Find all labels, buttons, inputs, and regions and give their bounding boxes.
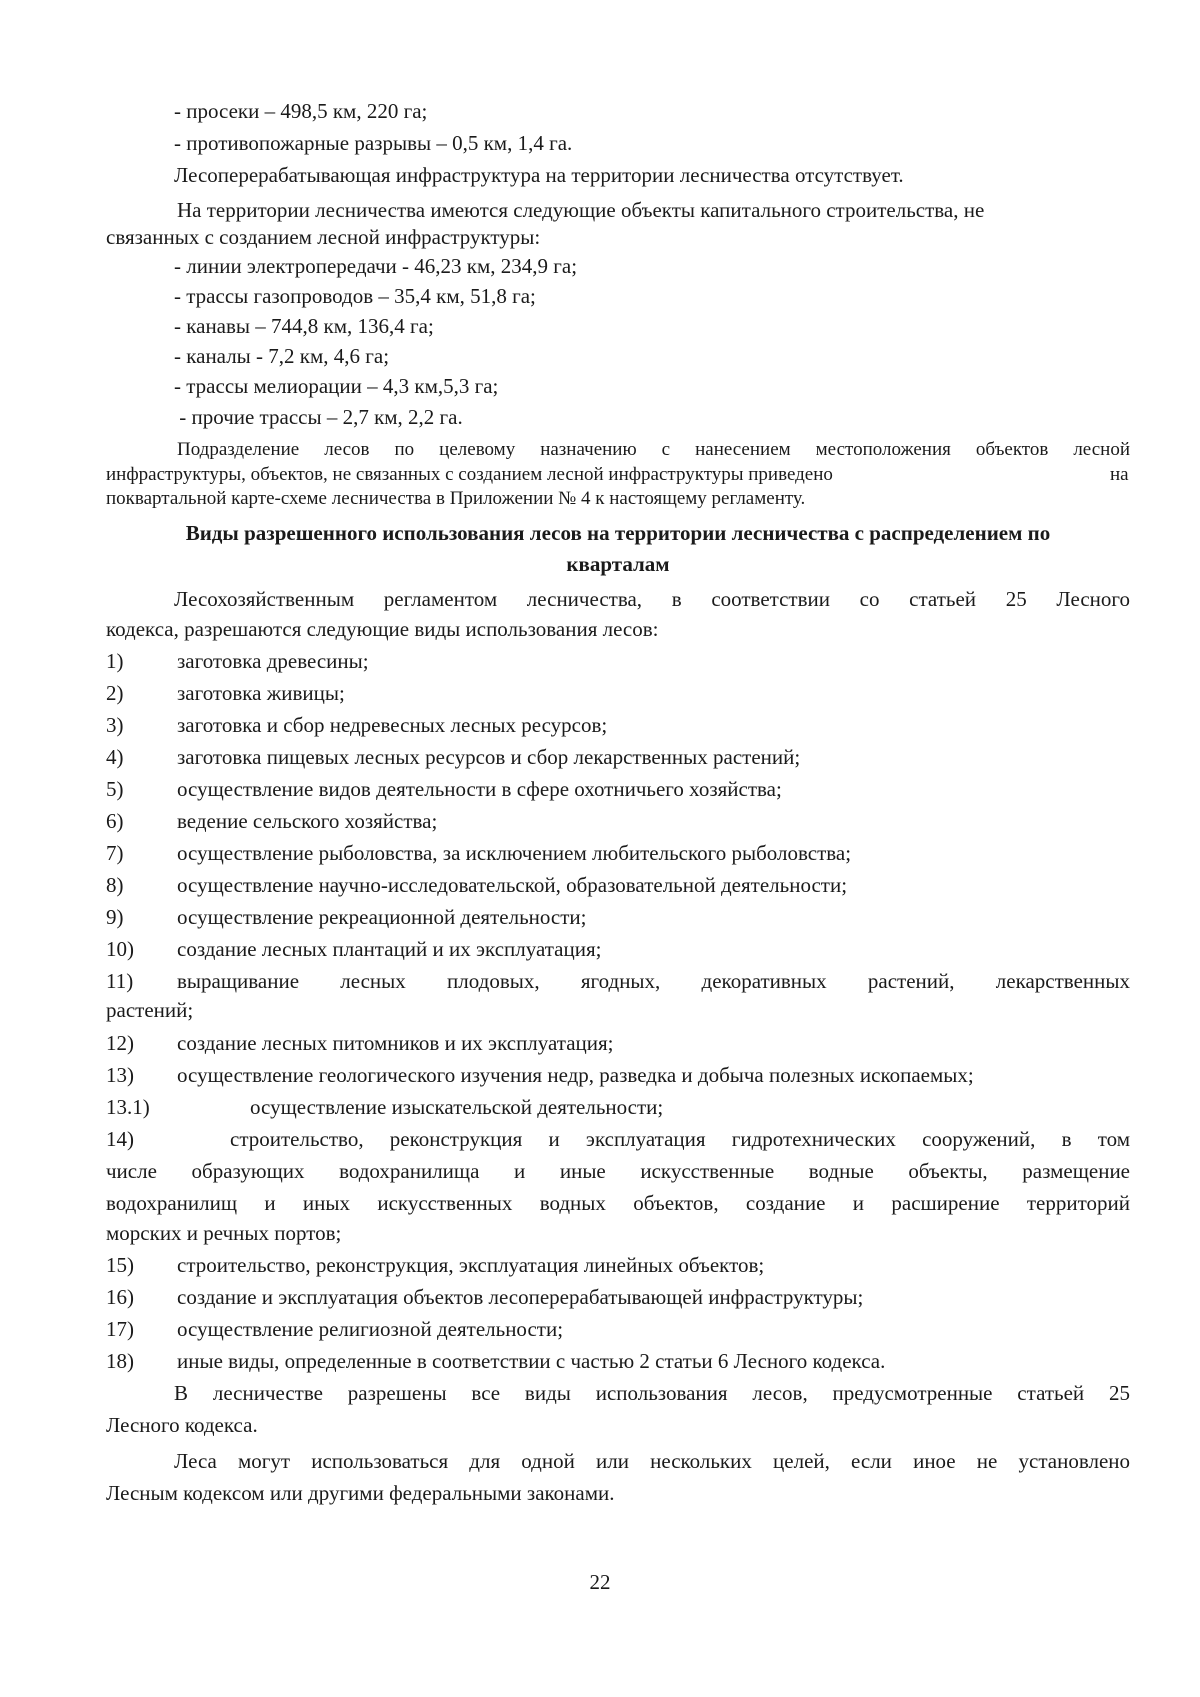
list-number: 3) — [106, 713, 124, 737]
list-item: осуществление научно-исследовательской, образовательной деятельности; — [177, 873, 848, 897]
paragraph-objects-line: связанных с созданием лесной инфраструктуры: — [106, 225, 541, 249]
list-item: создание и эксплуатация объектов лесоперерабатывающей инфраструктуры; — [177, 1285, 864, 1309]
list-number: 18) — [106, 1349, 134, 1373]
list-item: осуществление видов деятельности в сфере охотничьего хозяйства; — [177, 777, 782, 801]
list-item: создание лесных плантаций и их эксплуатация; — [177, 937, 602, 961]
intro-item: - противопожарные разрывы – 0,5 км, 1,4 га. — [174, 131, 573, 155]
paragraph-subdivision-line: поквартальной карте-схеме лесничества в Приложении № 4 к настоящему регламенту. — [106, 488, 806, 509]
paragraph-goals-line: Лесным кодексом или другими федеральными законами. — [106, 1481, 615, 1505]
list-item-continuation: водохранилищ и иных искусственных водных объектов, создание и расширение территорий — [106, 1191, 1130, 1215]
list-item-continuation: числе образующих водохранилища и иные искусственные водные объекты, размещение — [106, 1159, 1130, 1183]
paragraph-reglament-line: кодекса, разрешаются следующие виды использования лесов: — [106, 617, 659, 641]
list-item: выращивание лесных плодовых, ягодных, декоративных растений, лекарственных — [177, 969, 1130, 993]
list-item: заготовка древесины; — [177, 649, 369, 673]
list-number: 13.1) — [106, 1095, 150, 1119]
list-item-continuation: морских и речных портов; — [106, 1221, 342, 1245]
list-item: осуществление геологического изучения недр, разведка и добыча полезных ископаемых; — [177, 1063, 974, 1087]
list-number: 10) — [106, 937, 134, 961]
list-item: ведение сельского хозяйства; — [177, 809, 438, 833]
list-item: иные виды, определенные в соответствии с частью 2 статьи 6 Лесного кодекса. — [177, 1349, 886, 1373]
list-number: 11) — [106, 969, 134, 993]
paragraph-subdivision-line: Подразделение лесов по целевому назначению с нанесением местоположения объектов лесной — [177, 439, 1130, 460]
intro-item: - просеки – 498,5 км, 220 га; — [174, 99, 428, 123]
paragraph-allowed-line: В лесничестве разрешены все виды использования лесов, предусмотренные статьей 25 — [174, 1381, 1130, 1405]
object-item: - канавы – 744,8 км, 136,4 га; — [174, 314, 434, 338]
list-number: 1) — [106, 649, 124, 673]
section-title: кварталам — [566, 552, 670, 576]
list-number: 9) — [106, 905, 124, 929]
list-item: строительство, реконструкция и эксплуатация гидротехнических сооружений, в том — [230, 1127, 1130, 1151]
object-item: - прочие трассы – 2,7 км, 2,2 га. — [174, 405, 463, 429]
list-number: 8) — [106, 873, 124, 897]
list-number: 16) — [106, 1285, 134, 1309]
list-number: 14) — [106, 1127, 134, 1151]
list-number: 7) — [106, 841, 124, 865]
list-number: 2) — [106, 681, 124, 705]
list-item: осуществление изыскательской деятельности; — [250, 1095, 664, 1119]
paragraph-objects-line: На территории лесничества имеются следующие объекты капитального строительства, не — [177, 198, 985, 222]
list-item: осуществление религиозной деятельности; — [177, 1317, 564, 1341]
list-number: 17) — [106, 1317, 134, 1341]
section-title: Виды разрешенного использования лесов на территории лесничества с распределением по — [185, 521, 1051, 545]
list-item: заготовка живицы; — [177, 681, 345, 705]
object-item: - линии электропередачи - 46,23 км, 234,9 га; — [174, 254, 578, 278]
object-item: - трассы газопроводов – 35,4 км, 51,8 га; — [174, 284, 536, 308]
list-item: осуществление рекреационной деятельности; — [177, 905, 587, 929]
paragraph-subdivision-line-end: на — [1110, 464, 1129, 485]
list-number: 6) — [106, 809, 124, 833]
paragraph-infrastructure: Лесоперерабатывающая инфраструктура на территории лесничества отсутствует. — [174, 163, 904, 187]
list-item-continuation: растений; — [106, 998, 194, 1022]
list-item: осуществление рыболовства, за исключением любительского рыболовства; — [177, 841, 852, 865]
page-number: 22 — [589, 1570, 611, 1594]
list-number: 5) — [106, 777, 124, 801]
object-item: - трассы мелиорации – 4,3 км,5,3 га; — [174, 374, 499, 398]
list-number: 13) — [106, 1063, 134, 1087]
list-number: 12) — [106, 1031, 134, 1055]
list-item: заготовка пищевых лесных ресурсов и сбор лекарственных растений; — [177, 745, 801, 769]
paragraph-allowed-line: Лесного кодекса. — [106, 1413, 258, 1437]
list-item: создание лесных питомников и их эксплуатация; — [177, 1031, 614, 1055]
list-item: заготовка и сбор недревесных лесных ресурсов; — [177, 713, 608, 737]
paragraph-subdivision-line: инфраструктуры, объектов, не связанных с созданием лесной инфраструктуры приведено — [106, 464, 833, 485]
paragraph-reglament-line: Лесохозяйственным регламентом лесничества, в соответствии со статьей 25 Лесного — [174, 587, 1130, 611]
paragraph-goals-line: Леса могут использоваться для одной или нескольких целей, если иное не установлено — [174, 1449, 1130, 1473]
list-number: 4) — [106, 745, 124, 769]
object-item: - каналы - 7,2 км, 4,6 га; — [174, 344, 390, 368]
list-item: строительство, реконструкция, эксплуатация линейных объектов; — [177, 1253, 765, 1277]
list-number: 15) — [106, 1253, 134, 1277]
